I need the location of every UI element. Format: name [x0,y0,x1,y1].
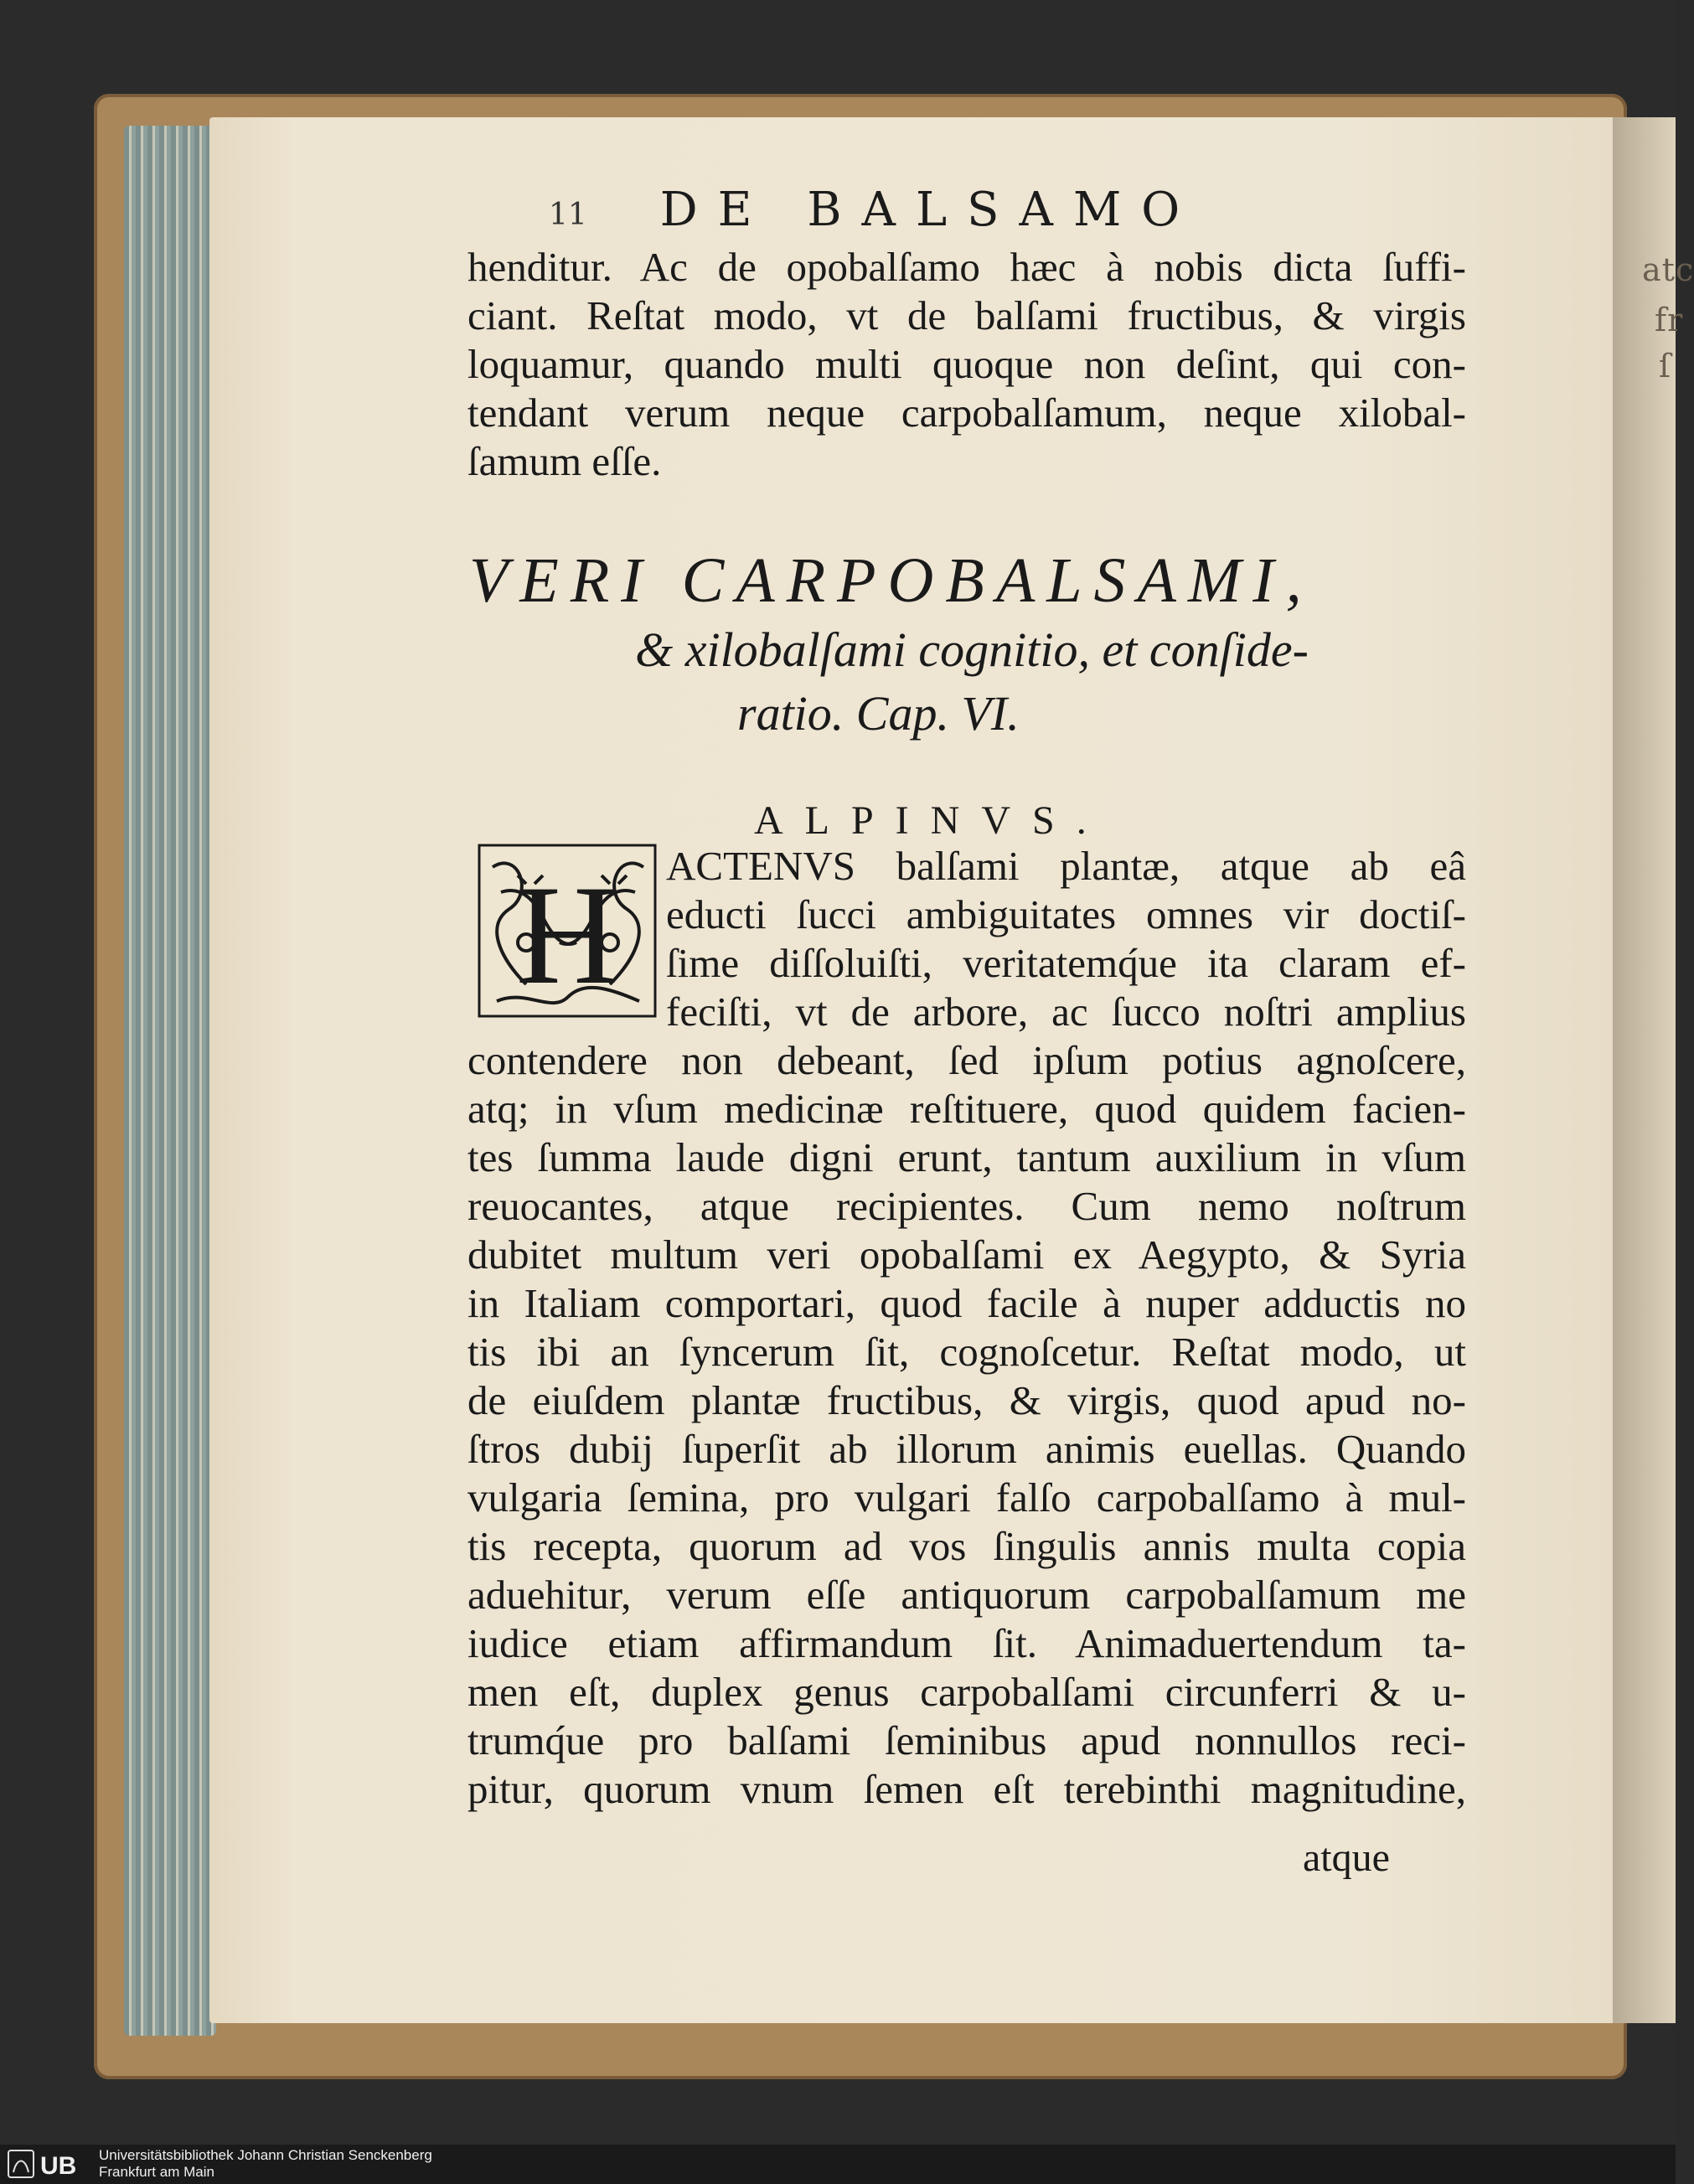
text-line: loquamur, quando multi quoque non deſint, qui con- [467,341,1466,387]
body-paragraph-indented [666,842,1466,1036]
text-line: tis recepta, quorum ad vos ſingulis annis multa copia [467,1523,1466,1569]
text-line: ſamum eſſe. [467,438,662,484]
footer-line-1: Universitätsbibliothek Johann Christian Senckenberg [99,2147,432,2163]
facing-page-fragment: ſ [1659,348,1672,385]
chapter-heading-line-2: & xilobalſami cognitio, et conſide- [635,622,1309,677]
chapter-heading-line-1: VERI CARPOBALSAMI, [469,545,1314,616]
facing-page-fragment: fr [1655,302,1684,338]
text-line: educti ſucci ambiguitates omnes vir doctiſ- [666,891,1466,937]
text-line: aduehitur, verum eſſe antiquorum carpobalſamum me [467,1572,1466,1618]
text-line: feciſti, vt de arbore, ac ſucco noſtri amplius [666,989,1466,1035]
facing-page-edge [1613,117,1676,2023]
text-line: in Italiam comportari, quod facile à nuper adductis no [467,1280,1466,1326]
page-edges [124,126,216,2036]
decorated-initial-icon [476,842,658,1020]
decorated-initial [476,842,658,1020]
text-line: de eiuſdem plantæ fructibus, & virgis, quod apud no- [467,1377,1466,1423]
text-line: henditur. Ac de opobalſamo hæc à nobis dicta ſuffi- [467,244,1466,290]
text-line: tis ibi an ſyncerum ſit, cognoſcetur. Reſtat modo, ut [467,1329,1466,1375]
facing-page-fragment: atc [1642,251,1694,288]
running-head: DE BALSAMO [659,183,1201,237]
text-line: ACTENVS balſami plantæ, atque ab eâ [666,843,1466,889]
text-line: vulgaria ſemina, pro vulgari falſo carpobalſamo à mul- [467,1474,1466,1521]
page-number: 11 [549,198,587,232]
text-line: ſime diſſoluiſti, veritatemq́ue ita claram ef- [666,940,1466,986]
text-line: atq; in vſum medicinæ reſtituere, quod quidem facien- [467,1086,1466,1132]
library-logo-text: UB [40,2152,77,2180]
initial-letter: H [515,856,619,1014]
footer-credit [99,2147,432,2181]
text-line: dubitet multum veri opobalſami ex Aegypto, & Syria [467,1231,1466,1278]
text-line: trumq́ue pro balſami ſeminibus apud nonnullos reci- [467,1717,1466,1763]
text-line: tendant verum neque carpobalſamum, neque xilobal- [467,390,1466,436]
top-paragraph [467,243,1466,486]
text-line: contendere non debeant, ſed ipſum potius agnoſcere, [467,1037,1466,1083]
speaker-name: ALPINVS. [754,798,1108,843]
text-line: ſtros dubij ſuperſit ab illorum animis euellas. Quando [467,1426,1466,1472]
text-line: tes ſumma laude digni erunt, tantum auxilium in vſum [467,1134,1466,1180]
text-line: iudice etiam affirmandum ſit. Animaduertendum ta- [467,1620,1466,1666]
text-line: men eſt, duplex genus carpobalſami circunferri & u- [467,1669,1466,1715]
footer-line-2: Frankfurt am Main [99,2164,214,2180]
text-line: ciant. Reſtat modo, vt de balſami fructibus, & virgis [467,292,1466,338]
catchword: atque [1303,1835,1390,1880]
library-logo-icon [7,2147,90,2181]
body-paragraph [467,1036,1466,1814]
text-line: reuocantes, atque recipientes. Cum nemo noſtrum [467,1183,1466,1229]
text-line: pitur, quorum vnum ſemen eſt terebinthi magnitudine, [467,1766,1466,1812]
chapter-heading-line-3: ratio. Cap. VI. [737,686,1020,741]
